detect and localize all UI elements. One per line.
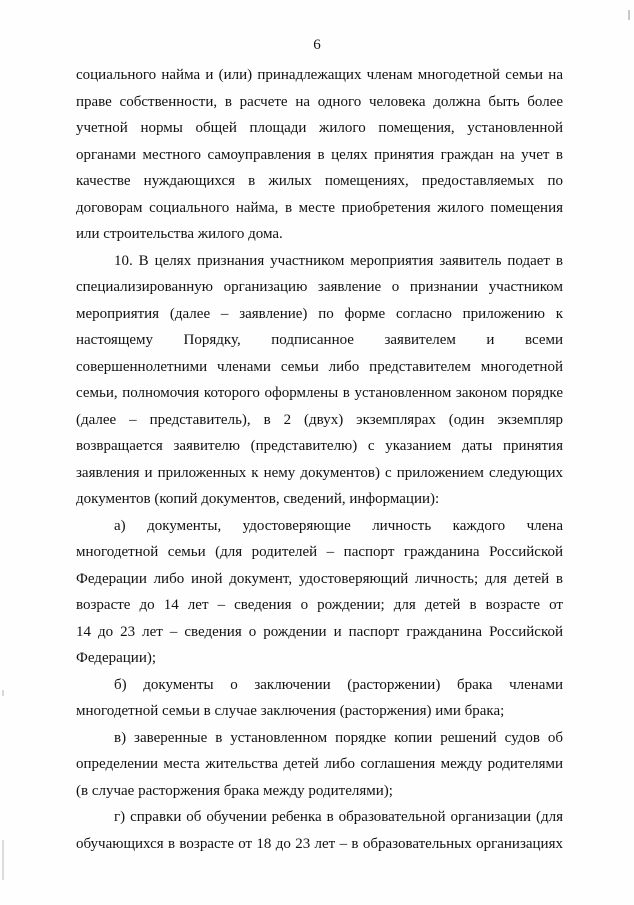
text-line: договорам социального найма, в месте приобретения жилого помещения: [76, 199, 563, 216]
paragraph-item-g: [76, 804, 563, 857]
text-line: (далее – представитель), в 2 (двух) экземплярах (один экземпляр: [76, 411, 563, 428]
text-line: возвращается заявителю (представителю) с указанием даты принятия: [76, 438, 563, 454]
paragraph-item-a: [76, 513, 563, 672]
scan-artifact-mark: [2, 840, 4, 880]
paragraph-item-v: [76, 725, 563, 805]
text-line: г) справки об обучении ребенка в образовательной организации (для: [114, 809, 563, 825]
text-line: (в случае расторжения брака между родителями);: [76, 782, 393, 799]
text-line: мероприятия (далее – заявление) по форме согласно приложению к: [76, 305, 563, 322]
text-line: б) документы о заключении (расторжении) брака членами: [114, 676, 563, 693]
text-line: органами местного самоуправления в целях принятия граждан на учет в: [76, 146, 563, 163]
page-number: 6: [313, 37, 321, 53]
scan-artifact-mark: [628, 10, 630, 20]
paragraph-housing-norm: [76, 62, 563, 248]
text-line: семьи, полномочия которого оформлены в установленном законом порядке: [76, 385, 563, 401]
scan-artifact-mark: [2, 690, 4, 696]
text-line: качестве нуждающихся в жилых помещениях, предоставляемых по: [76, 173, 563, 189]
text-line: Федерации либо иной документ, удостоверяющий личность; для детей в: [76, 570, 563, 587]
text-line: в) заверенные в установленном порядке копии решений судов об: [114, 729, 563, 746]
text-line: обучающихся в возрасте от 18 до 23 лет – в образовательных организациях: [76, 835, 563, 852]
text-line: многодетной семьи (для родителей – паспорт гражданина Российской: [76, 544, 563, 560]
text-line: Федерации);: [76, 650, 157, 666]
text-line: праве собственности, в расчете на одного человека должна быть более: [76, 93, 563, 110]
text-line: возрасте до 14 лет – сведения о рождении; для детей в возрасте от: [76, 597, 563, 613]
paragraph-item-10: [76, 248, 563, 513]
text-line: или строительства жилого дома.: [76, 226, 283, 242]
document-body: [76, 62, 563, 857]
paragraph-item-b: [76, 672, 563, 725]
text-line: совершеннолетними членами семьи либо представителем многодетной: [76, 358, 563, 375]
text-line: а) документы, удостоверяющие личность каждого члена: [114, 517, 563, 534]
text-line: документов (копий документов, сведений, информации):: [76, 491, 440, 507]
text-line: заявления и приложенных к нему документов) с приложением следующих: [76, 464, 563, 481]
text-line: специализированную организацию заявление о признании участником: [76, 279, 563, 295]
text-line: определении места жительства детей либо соглашения между родителями: [76, 756, 563, 772]
text-line: многодетной семьи в случае заключения (расторжения) ими брака;: [76, 703, 505, 719]
text-line: социального найма и (или) принадлежащих членам многодетной семьи на: [76, 67, 563, 83]
text-line: 10. В целях признания участником мероприятия заявитель подает в: [114, 252, 563, 269]
text-line: 14 до 23 лет – сведения о рождении и паспорт гражданина Российской: [76, 623, 563, 640]
text-line: настоящему Порядку, подписанное заявителем и всеми: [76, 332, 563, 348]
text-line: учетной нормы общей площади жилого помещения, установленной: [76, 120, 563, 136]
